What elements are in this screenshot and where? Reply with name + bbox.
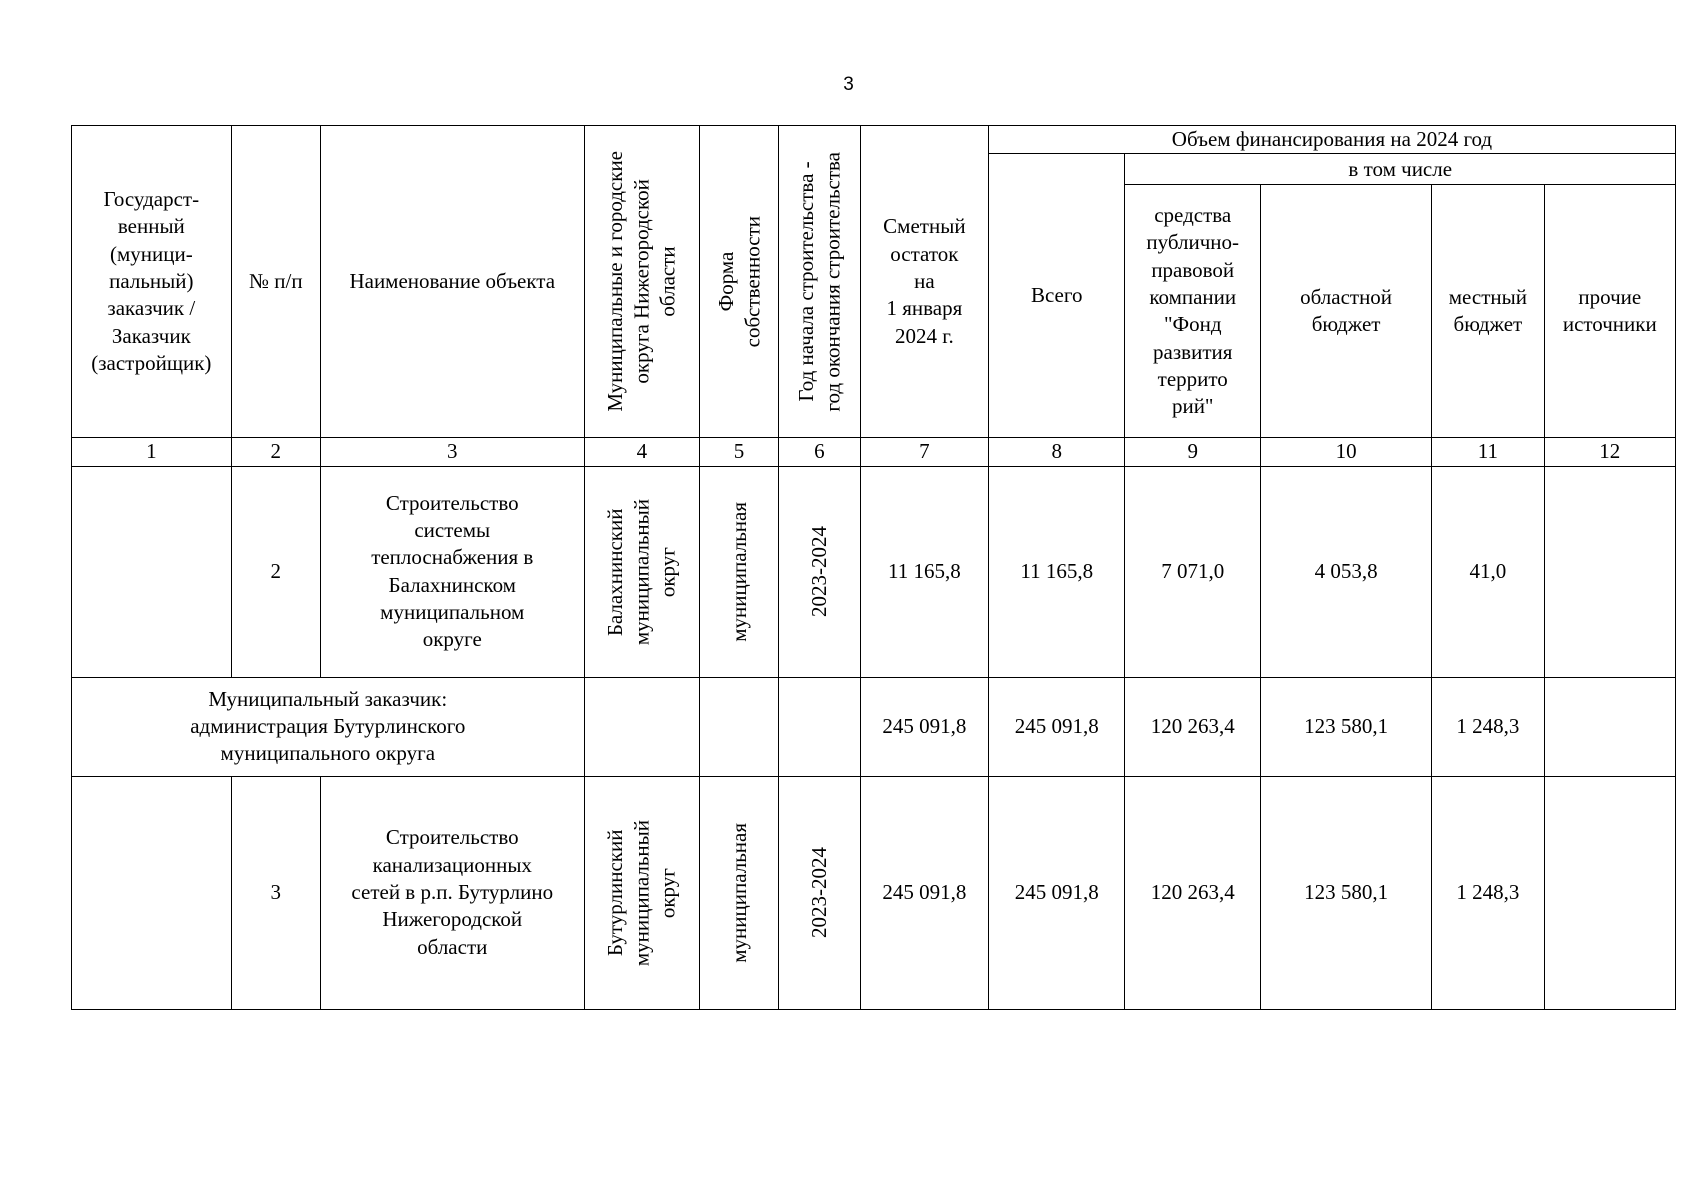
cell-years-text: 2023-2024 (807, 526, 832, 618)
cell-empty (700, 677, 779, 776)
cell-regional: 4 053,8 (1260, 466, 1431, 677)
cell-local: 1 248,3 (1432, 776, 1544, 1009)
header-row (72, 126, 1676, 154)
cell-other (1544, 677, 1675, 776)
column-number: 4 (584, 438, 700, 466)
header-remaining: Сметный остаток на 1 января 2024 г. (860, 126, 988, 438)
cell-municipality-text: Бутурлинский муниципальный округ (603, 819, 680, 966)
table-row (72, 466, 1676, 677)
cell-municipality-text: Балахнинский муниципальный округ (603, 498, 680, 645)
column-number: 2 (231, 438, 320, 466)
cell-municipality (584, 466, 700, 677)
cell-years (778, 776, 860, 1009)
header-other: прочие источники (1544, 185, 1675, 438)
cell-regional: 123 580,1 (1260, 776, 1431, 1009)
cell-num: 3 (231, 776, 320, 1009)
column-number: 5 (700, 438, 779, 466)
column-numbers-row (72, 438, 1676, 466)
cell-local: 1 248,3 (1432, 677, 1544, 776)
header-num: № п/п (231, 126, 320, 438)
cell-total: 11 165,8 (988, 466, 1125, 677)
header-including: в том числе (1125, 154, 1676, 185)
column-number: 3 (320, 438, 584, 466)
cell-years (778, 466, 860, 677)
cell-regional: 123 580,1 (1260, 677, 1431, 776)
column-number: 11 (1432, 438, 1544, 466)
cell-ownership-text: муниципальная (726, 822, 751, 963)
header-municipalities-text: Муниципальные и городские округа Нижегородской области (603, 151, 680, 412)
cell-empty (584, 677, 700, 776)
cell-municipality (584, 776, 700, 1009)
cell-empty (778, 677, 860, 776)
table-row-group (72, 677, 1676, 776)
header-years (778, 126, 860, 438)
column-number: 8 (988, 438, 1125, 466)
cell-other (1544, 466, 1675, 677)
cell-ownership-text: муниципальная (726, 501, 751, 642)
table-row (72, 776, 1676, 1009)
cell-object-name: Строительство системы теплоснабжения в Балахнинском муниципальном округе (320, 466, 584, 677)
column-number: 12 (1544, 438, 1675, 466)
column-number: 7 (860, 438, 988, 466)
cell-customer-group: Муниципальный заказчик: администрация Бутурлинского муниципального округа (72, 677, 585, 776)
cell-customer (72, 776, 232, 1009)
cell-num: 2 (231, 466, 320, 677)
header-ownership (700, 126, 779, 438)
header-object-name: Наименование объекта (320, 126, 584, 438)
header-ownership-text: Форма собственности (713, 215, 764, 348)
cell-fund: 7 071,0 (1125, 466, 1261, 677)
header-financing: Объем финансирования на 2024 год (988, 126, 1675, 154)
header-municipalities (584, 126, 700, 438)
column-number: 1 (72, 438, 232, 466)
page-number: 3 (843, 74, 854, 95)
cell-remaining: 245 091,8 (860, 677, 988, 776)
column-number: 9 (1125, 438, 1261, 466)
cell-local: 41,0 (1432, 466, 1544, 677)
header-total: Всего (988, 154, 1125, 438)
cell-years-text: 2023-2024 (807, 847, 832, 939)
header-customer: Государст- венный (муници- пальный) заказчик / Заказчик (застройщик) (72, 126, 232, 438)
cell-object-name: Строительство канализационных сетей в р.п. Бутурлино Нижегородской области (320, 776, 584, 1009)
financing-table (71, 125, 1676, 1010)
cell-ownership (700, 776, 779, 1009)
cell-fund: 120 263,4 (1125, 776, 1261, 1009)
header-local: местный бюджет (1432, 185, 1544, 438)
cell-total: 245 091,8 (988, 776, 1125, 1009)
cell-total: 245 091,8 (988, 677, 1125, 776)
header-years-text: Год начала строительства - год окончания строительства (794, 151, 845, 412)
cell-remaining: 11 165,8 (860, 466, 988, 677)
cell-other (1544, 776, 1675, 1009)
cell-ownership (700, 466, 779, 677)
column-number: 6 (778, 438, 860, 466)
header-fund: средства публично- правовой компании "Фонд развития террито рий" (1125, 185, 1261, 438)
header-regional: областной бюджет (1260, 185, 1431, 438)
cell-fund: 120 263,4 (1125, 677, 1261, 776)
cell-customer (72, 466, 232, 677)
column-number: 10 (1260, 438, 1431, 466)
cell-remaining: 245 091,8 (860, 776, 988, 1009)
